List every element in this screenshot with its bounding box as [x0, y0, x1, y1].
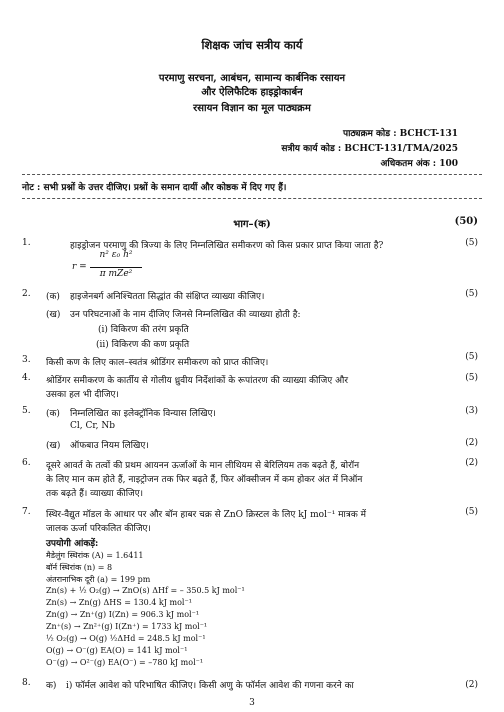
- divider-bottom: [22, 198, 482, 199]
- q2b-label: (ख): [46, 310, 61, 320]
- q2a-label: (क): [46, 292, 60, 302]
- q3-text: किसी कण के लिए काल–स्वतंत्र श्रोडिंगर समीकरण को प्राप्त कीजिए।: [46, 358, 269, 368]
- q1-number: 1.: [22, 238, 31, 248]
- q8-number: 8.: [22, 678, 31, 688]
- course-code: पाठ्यक्रम कोड : BCHCT-131: [342, 129, 458, 139]
- q7-data-item: O(g) → O⁻(g) EA(O) = 141 kJ mol⁻¹: [46, 646, 188, 655]
- q7-marks: (5): [465, 507, 478, 517]
- subtitle-line-3: रसायन विज्ञान का मूल पाठ्यक्रम: [193, 103, 311, 114]
- q6-number: 6.: [22, 458, 31, 468]
- q7-data-item: ½ O₂(g) → O(g) ½ΔHd = 248.5 kJ mol⁻¹: [46, 634, 206, 643]
- q6-text-line3: तक बढ़ते हैं। व्याख्या कीजिए।: [46, 489, 144, 499]
- assignment-code: सत्रीय कार्य कोड : BCHCT-131/TMA/2025: [281, 144, 458, 154]
- q1-marks: (5): [465, 238, 478, 248]
- q5b-label: (ख): [46, 441, 61, 451]
- q2a-text: हाइजेनबर्ग अनिश्चितता सिद्धांत की संक्षिप्त व्याख्या कीजिए।: [70, 292, 265, 302]
- q2b-text: उन परिघटनाओं के नाम दीजिए जिनसे निम्नलिखित की व्याख्या होती है:: [70, 310, 301, 320]
- q4-text-line1: श्रोडिंगर समीकरण के कार्तीय से गोलीय ध्रुवीय निर्देशांकों के रूपांतरण की व्याख्या कीजिए और: [46, 376, 349, 386]
- section-label: भाग–(क): [233, 219, 271, 230]
- q1-text: हाइड्रोजन परमाणु की त्रिज्या के लिए निम्नलिखित समीकरण को किस प्रकार प्राप्त किया जाता है?: [70, 241, 384, 251]
- q5a-label: (क): [46, 409, 60, 419]
- q6-text-line1: दूसरे आवर्त के तत्वों की प्रथम आयनन ऊर्जाओं के मान लीथियम से बेरिलियम तक बढ़ते हैं, बोरॉन: [46, 461, 360, 471]
- q5b-marks: (2): [465, 438, 478, 448]
- q7-data-item: बॉर्न स्थिरांक (n) = 8: [46, 563, 113, 572]
- q7-data-item: Zn(s) + ½ O₂(g) → ZnO(s) ΔHf = – 350.5 kJ mol⁻¹: [46, 586, 245, 595]
- q1-fraction-bar: [90, 267, 142, 268]
- q5a-marks: (3): [465, 406, 478, 416]
- q7-data-item: मैडेलुंग स्थिरांक (A) = 1.6411: [46, 551, 144, 560]
- q7-data-heading: उपयोगी आंकड़ें:: [46, 539, 99, 549]
- q8-label: क): [46, 681, 57, 691]
- subtitle-line-2: और ऐलिफैटिक हाइड्रोकार्बन: [201, 87, 303, 98]
- subtitle-line-1: परमाणु सरचना, आबंधन, सामान्य कार्बनिक रसायन: [158, 73, 346, 84]
- q3-number: 3.: [22, 355, 31, 365]
- q1-eq-numerator: n² ε₀ h²: [99, 250, 133, 260]
- section-marks: (50): [454, 216, 478, 227]
- q7-text-line2: जालक ऊर्जा परिकलित कीजिए।: [46, 524, 151, 534]
- q6-text-line2: के लिए मान कम होते हैं, नाइट्रोजन तक फिर बढ़ते हैं, फिर ऑक्सीजन में कम होकर अंत में निऑन: [46, 475, 363, 485]
- q3-marks: (5): [465, 352, 478, 362]
- q8-marks: (2): [465, 680, 478, 690]
- q7-data-item: Zn(s) → Zn(g) ΔHS = 130.4 kJ mol⁻¹: [46, 598, 192, 607]
- q7-data-item: Zn⁺(s) → Zn²⁺(g) I(Zn⁺) = 1733 kJ mol⁻¹: [46, 622, 208, 631]
- q5a-text: निम्नलिखित का इलेक्ट्रॉनिक विन्यास लिखिए।: [70, 409, 216, 419]
- q2-number: 2.: [22, 289, 31, 299]
- q2b-ii: (ii) विकिरण की कण प्रकृति: [96, 340, 190, 350]
- document-title: शिक्षक जांच सत्रीय कार्य: [201, 38, 303, 52]
- q1-eq-lhs: r =: [72, 262, 87, 272]
- q6-marks: (2): [465, 458, 478, 468]
- q4-number: 4.: [22, 373, 31, 383]
- q7-data-item: O⁻(g) → O²⁻(g) EA(O⁻) = –780 kJ mol⁻¹: [46, 658, 204, 667]
- divider-top: [22, 174, 482, 175]
- q7-data-item: अंतरानाभिक दूरी (a) = 199 pm: [46, 575, 151, 584]
- q7-number: 7.: [22, 507, 31, 517]
- q7-data-item: Zn(g) → Zn⁺(g) I(Zn) = 906.3 kJ mol⁻¹: [46, 610, 200, 619]
- q7-text-line1: स्थिर-वैद्युत मॉडल के आधार पर और बॉन हाबर चक्र से ZnO क्रिस्टल के लिए kJ mol⁻¹ मात्रक में: [46, 510, 366, 520]
- q5a-elements: Cl, Cr, Nb: [70, 421, 116, 431]
- q8-text: i) फॉर्मल आवेश को परिभाषित कीजिए। किसी अणु के फॉर्मल आवेश की गणना करने का: [66, 681, 354, 691]
- q4-text-line2: उसका हल भी दीजिए।: [46, 390, 119, 400]
- max-marks: अधिकतम अंक : 100: [380, 159, 458, 169]
- instructions-note: नोट : सभी प्रश्नों के उत्तर दीजिए। प्रश्नों के समान दायीं और कोष्ठक में दिए गए हैं।: [22, 183, 287, 193]
- page-number: 3: [249, 698, 255, 708]
- q2-marks: (5): [465, 289, 478, 299]
- q4-marks: (5): [465, 373, 478, 383]
- q5b-text: ऑफबाउ नियम लिखिए।: [70, 441, 149, 451]
- q2b-i: (i) विकिरण की तरंग प्रकृति: [98, 325, 189, 335]
- q1-eq-denominator: π mZe²: [99, 269, 133, 279]
- q5-number: 5.: [22, 406, 31, 416]
